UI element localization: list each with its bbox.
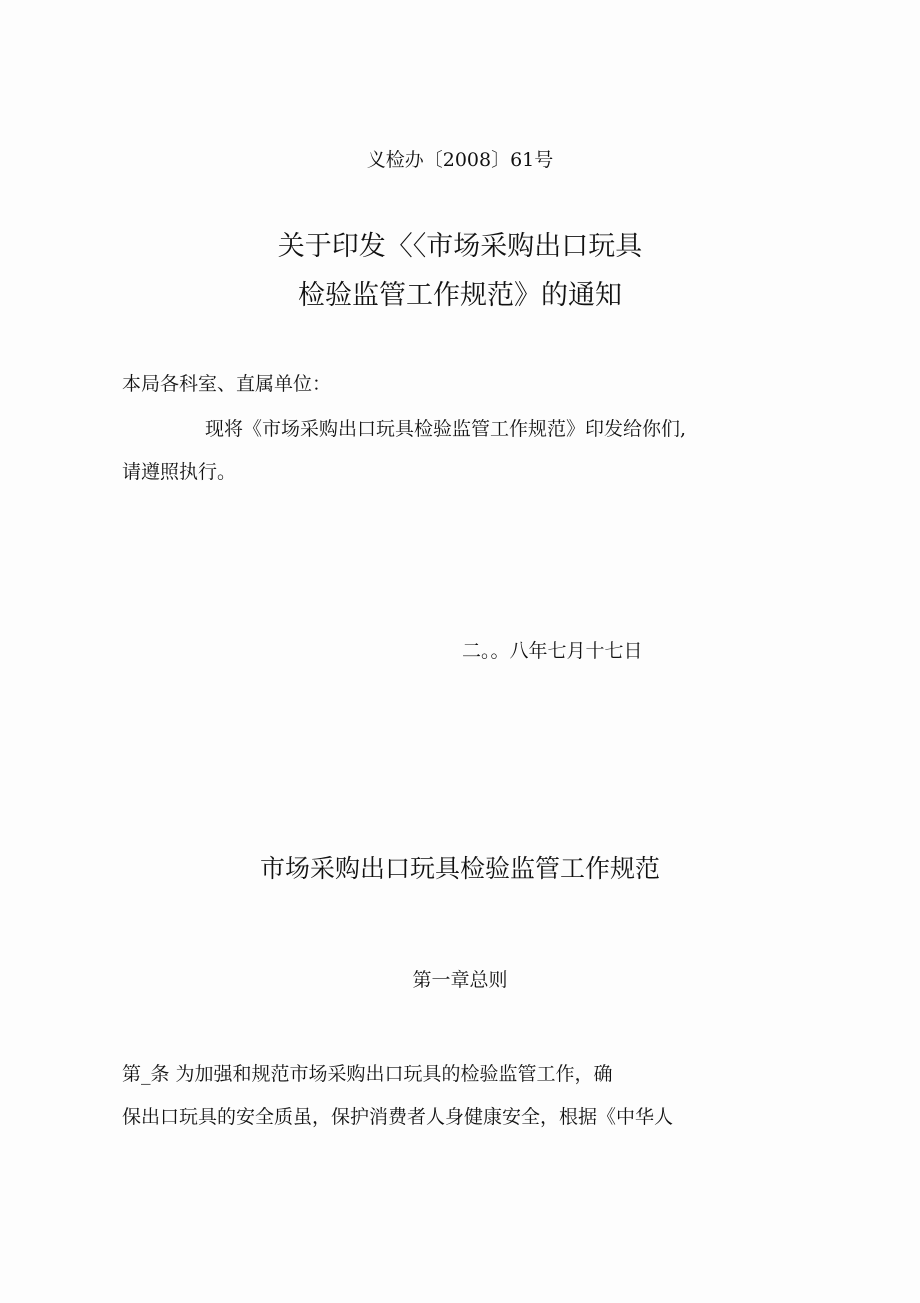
issue-date: 二。。八年七月十七日 bbox=[462, 640, 643, 662]
article-line-2: 保出口玩具的安全质虽，保护消费者人身健康安全，根据《中华人 bbox=[122, 1106, 674, 1128]
notice-body-line-2: 请遵照执行。 bbox=[122, 461, 237, 483]
addressee: 本局各科室、直属单位： bbox=[122, 373, 332, 395]
notice-title-line-1: 关于印发〈〈市场采购出口玩具 bbox=[277, 231, 643, 262]
notice-body-line-1: 现将《市场采购出口玩具检验监管工作规范》印发给你们, bbox=[205, 418, 687, 440]
notice-title-line-2: 检验监管工作规范》的通知 bbox=[298, 280, 622, 311]
chapter-heading: 第一章总则 bbox=[412, 969, 508, 991]
document-number: 义检办〔2008〕61号 bbox=[366, 149, 554, 171]
specification-title: 市场采购出口玩具检验监管工作规范 bbox=[259, 854, 660, 883]
article-line-1: 第_条 为加强和规范市场采购出口玩具的检验监管工作，确 bbox=[122, 1063, 613, 1085]
